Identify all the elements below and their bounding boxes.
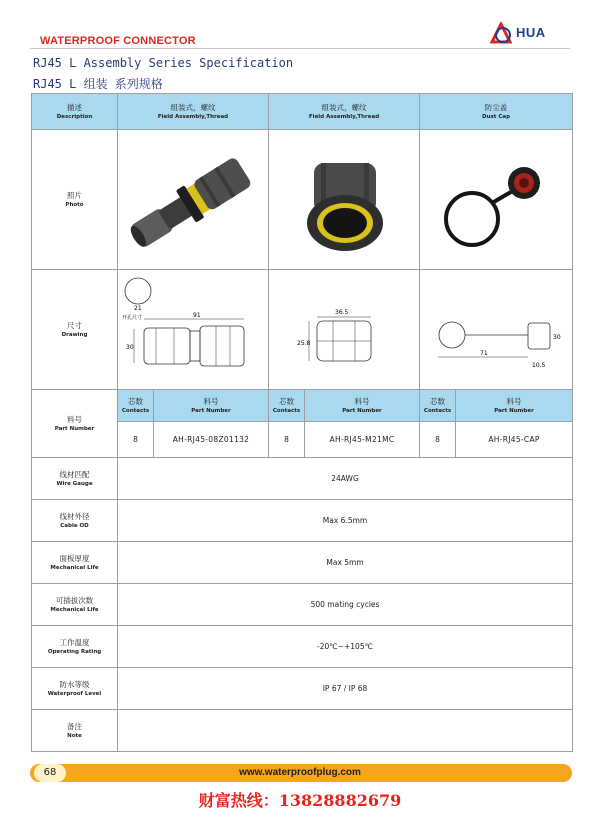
spec-row-wire-gauge <box>32 458 573 500</box>
hotline-text: 财富热线：13828882679 <box>198 791 402 810</box>
spec-label: 工作温度 Operating Rating <box>32 626 118 668</box>
photo-assembly-1 <box>118 130 269 270</box>
dimension-drawing-2 <box>269 271 420 389</box>
part-number-subheader-row <box>32 390 573 422</box>
brand-logo <box>490 22 580 44</box>
contacts-value-3: 8 <box>420 422 456 458</box>
spec-row-note <box>32 710 573 752</box>
svg-text:91: 91 <box>193 311 201 319</box>
spec-label: 防水等级 Waterproof Level <box>32 668 118 710</box>
photo-assembly-2 <box>269 130 420 270</box>
header-dust-cap: 防尘盖 Dust Cap <box>420 94 573 130</box>
photo-dust-cap <box>420 130 573 270</box>
drawing-label: 尺寸 Drawing <box>32 270 118 390</box>
spec-row-waterproof <box>32 668 573 710</box>
spec-table <box>31 93 573 752</box>
header-field-assembly-2: 组装式，螺纹 Field Assembly,Thread <box>269 94 420 130</box>
dimension-drawing-1 <box>118 271 269 389</box>
spec-value <box>118 710 573 752</box>
svg-text:10.5: 10.5 <box>532 361 546 369</box>
spec-value: Max 5mm <box>118 542 573 584</box>
spec-label: 可插拔次数 Mechanical Life <box>32 584 118 626</box>
svg-text:开孔尺寸: 开孔尺寸 <box>122 314 143 321</box>
drawing-assembly-2 <box>269 270 420 390</box>
part-number-value-1: AH-RJ45-08Z01132 <box>154 422 269 458</box>
contacts-header-3: 芯数 Contacts <box>420 390 456 422</box>
header-description: 描述 Description <box>32 94 118 130</box>
contacts-value-2: 8 <box>269 422 305 458</box>
photo-label: 照片 Photo <box>32 130 118 270</box>
svg-text:30: 30 <box>553 333 561 341</box>
pn-header-2: 料号 Part Number <box>305 390 420 422</box>
svg-text:71: 71 <box>480 349 488 357</box>
part-number-value-3: AH-RJ45-CAP <box>456 422 573 458</box>
subtitle-en: RJ45 L Assembly Series Specification <box>33 56 294 70</box>
spec-row-panel-thickness <box>32 542 573 584</box>
dust-cap-image <box>420 131 573 269</box>
subtitle-cn: RJ45 L 组装 系列规格 <box>33 77 163 91</box>
website-link[interactable]: www.waterproofplug.com <box>239 767 361 778</box>
pn-header-3: 料号 Part Number <box>456 390 573 422</box>
spec-label: 线材外径 Cable OD <box>32 500 118 542</box>
spec-value: Max 6.5mm <box>118 500 573 542</box>
spec-value: 500 mating cycles <box>118 584 573 626</box>
spec-row-cable-od <box>32 500 573 542</box>
page-number: 68 <box>34 764 66 782</box>
drawing-assembly-1 <box>118 270 269 390</box>
connector-assembly-image <box>118 131 269 269</box>
spec-label: 面板厚度 Mechanical Life <box>32 542 118 584</box>
table-header-row <box>32 94 573 130</box>
dimension-drawing-3 <box>420 271 573 389</box>
part-number-label: 料号 Part Number <box>32 390 118 458</box>
svg-text:30: 30 <box>126 343 134 351</box>
contacts-header-1: 芯数 Contacts <box>118 390 154 422</box>
spec-value: IP 67 / IP 68 <box>118 668 573 710</box>
spec-value: 24AWG <box>118 458 573 500</box>
contacts-header-2: 芯数 Contacts <box>269 390 305 422</box>
header-divider <box>30 48 570 49</box>
spec-row-operating-temp <box>32 626 573 668</box>
photo-row <box>32 130 573 270</box>
spec-label: 备注 Note <box>32 710 118 752</box>
svg-text:36.5: 36.5 <box>335 308 349 316</box>
svg-text:21: 21 <box>134 304 142 312</box>
spec-row-mating-cycles <box>32 584 573 626</box>
drawing-dust-cap <box>420 270 573 390</box>
pn-header-1: 料号 Part Number <box>154 390 269 422</box>
part-number-value-2: AH-RJ45-M21MC <box>305 422 420 458</box>
connector-nut-image <box>269 131 420 269</box>
section-title: WATERPROOF CONNECTOR <box>40 35 196 47</box>
spec-value: -20℃~+105℃ <box>118 626 573 668</box>
logo-text: HUA <box>516 25 546 40</box>
contacts-value-1: 8 <box>118 422 154 458</box>
logo-mark-icon <box>490 22 516 44</box>
spec-label: 线材匹配 Wire Gauge <box>32 458 118 500</box>
header-field-assembly-1: 组装式，螺纹 Field Assembly,Thread <box>118 94 269 130</box>
drawing-row <box>32 270 573 390</box>
svg-text:25.8: 25.8 <box>297 339 311 347</box>
